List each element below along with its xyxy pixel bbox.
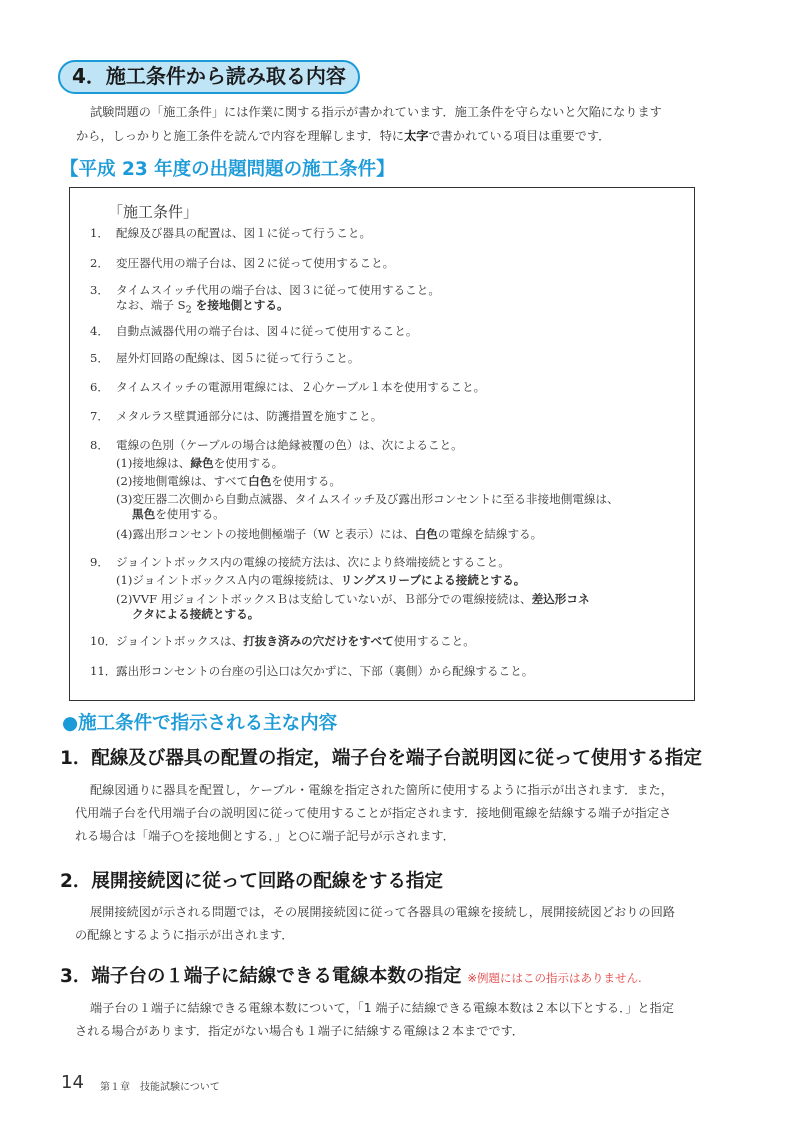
condition-item-2: 2． 変圧器代用の端子台は、図２に従って使用すること。 — [90, 256, 395, 270]
point-2-line-1: 展開接続図が示される問題では，その展開接続図に従って各器具の電線を接続し，展開接続図どおりの回路 — [90, 905, 675, 919]
conditions-box — [69, 187, 695, 701]
condition-item-8: 8． 電線の色別（ケーブルの場合は絶縁被覆の色）は、次によること。 — [90, 438, 463, 452]
point-1-heading: 1．配線及び器具の配置の指定，端子台を端子台説明図に従って使用する指定 — [60, 748, 702, 769]
point-3-note: ※例題にはこの指示はありません. — [467, 971, 642, 985]
point-3-line-2: される場合があります．指定がない場合も１端子に結線する電線は２本までです． — [75, 1024, 524, 1038]
point-3-line-1: 端子台の１端子に結線できる電線本数について，「1 端子に結線できる電線本数は２本以下とする．」と指定 — [90, 1001, 674, 1015]
year-subheading: 【平成 23 年度の出題問題の施工条件】 — [60, 159, 395, 180]
condition-item-8-sub-4: (4)露出形コンセントの接地側極端子（W と表示）には、白色の電線を結線する。 — [116, 527, 543, 541]
condition-item-1: 1． 配線及び器具の配置は、図１に従って行うこと。 — [90, 226, 372, 240]
chapter-label: 第１章 技能試験について — [100, 1082, 220, 1093]
point-2-heading: 2．展開接続図に従って回路の配線をする指定 — [60, 871, 443, 892]
point-1-line-1: 配線図通りに器具を配置し，ケーブル・電線を指定された箇所に使用するように指示が出されます．また， — [90, 783, 673, 797]
condition-item-4: 4． 自動点滅器代用の端子台は、図４に従って使用すること。 — [90, 324, 418, 338]
condition-item-8-sub-3: (3)変圧器二次側から自動点滅器、タイムスイッチ及び露出形コンセントに至る非接地側電線は、 — [116, 492, 619, 506]
conditions-title: 「施工条件」 — [108, 203, 199, 221]
condition-item-3: 3． タイムスイッチ代用の端子台は、図３に従って使用すること。 — [90, 283, 440, 297]
condition-item-8-sub-3-cont: 黒色を使用する。 — [132, 507, 225, 521]
point-2-line-2: の配線とするように指示が出されます． — [75, 928, 294, 942]
condition-item-8-sub-2: (2)接地側電線は、すべて白色を使用する。 — [116, 474, 341, 488]
point-1-line-3: れる場合は「端子○を接地側とする．」と○に端子記号が示されます． — [75, 829, 455, 843]
page-number: 14 — [61, 1072, 84, 1093]
point-1-line-2: 代用端子台を代用端子台の説明図に従って使用することが指定されます．接地側電線を結線する端子が指定さ — [75, 806, 672, 820]
condition-item-7: 7． メタルラス壁貫通部分には、防護措置を施すこと。 — [90, 409, 383, 423]
condition-item-10: 10．ジョイントボックスは、打抜き済みの穴だけをすべて使用すること。 — [90, 634, 475, 648]
intro-line-1: 試験問題の「施工条件」には作業に関する指示が書かれています．施工条件を守らないと欠陥になります — [90, 105, 662, 119]
condition-item-5: 5． 屋外灯回路の配線は、図５に従って行うこと。 — [90, 351, 360, 365]
intro-bold-word: 太字 — [404, 129, 429, 143]
condition-item-9-sub-2-cont: クタによる接続とする。 — [132, 607, 260, 621]
point-3-heading: 3．端子台の１端子に結線できる電線本数の指定 ※例題にはこの指示はありません. — [60, 966, 642, 987]
condition-item-6: 6． タイムスイッチの電源用電線には、２心ケーブル１本を使用すること。 — [90, 380, 486, 394]
condition-item-11: 11．露出形コンセントの台座の引込口は欠かずに、下部（裏側）から配線すること。 — [90, 664, 534, 678]
intro-line-2: から，しっかりと施工条件を読んで内容を理解します．特に太字で書かれている項目は重要です． — [76, 129, 611, 143]
condition-item-9: 9． ジョイントボックス内の電線の接続方法は、次により終端接続とすること。 — [90, 555, 510, 569]
condition-item-9-sub-2: (2)VVF 用ジョイントボックスＢは支給していないが、Ｂ部分での電線接続は、差込形コネ — [116, 592, 590, 606]
section-title: 4．施工条件から読み取る内容 — [58, 60, 360, 94]
main-content-heading: ●施工条件で指示される主な内容 — [62, 713, 338, 734]
condition-item-9-sub-1: (1)ジョイントボックスＡ内の電線接続は、リングスリーブによる接続とする。 — [116, 573, 526, 587]
condition-item-3-note: なお、端子 $S_2$ を接地側とする。 — [116, 298, 289, 316]
condition-item-8-sub-1: (1)接地線は、緑色を使用する。 — [116, 456, 284, 470]
